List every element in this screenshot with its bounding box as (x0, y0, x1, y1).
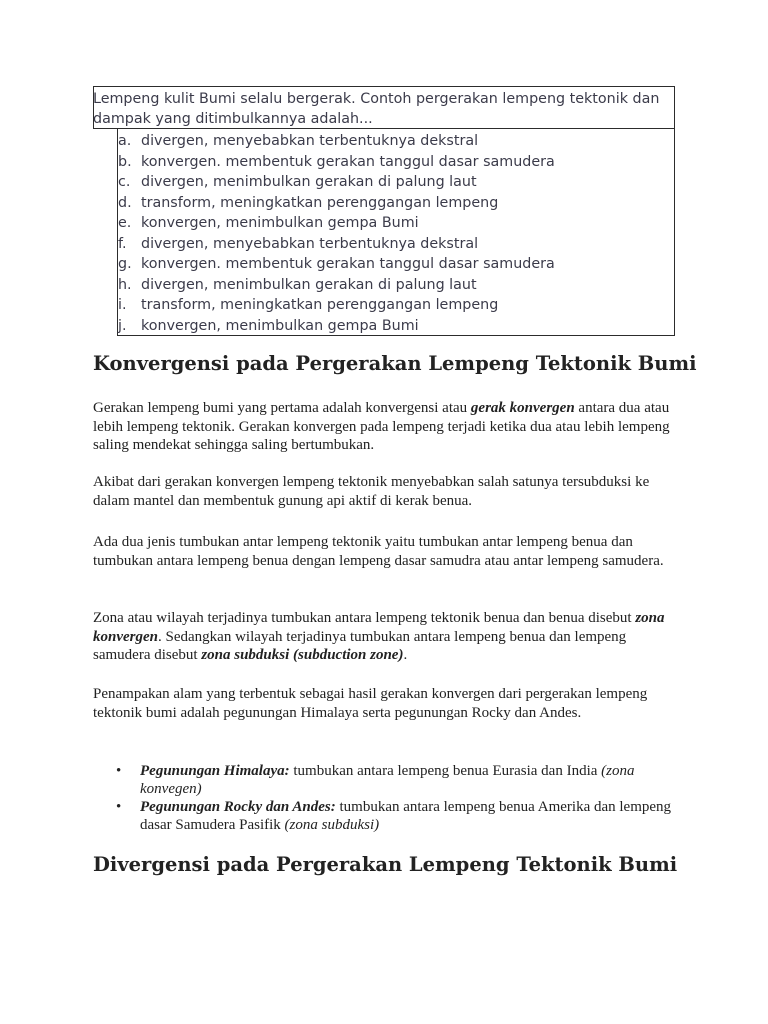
bullet-title: Pegunungan Rocky dan Andes: (140, 799, 336, 815)
option-letter: e. (118, 215, 132, 231)
section-heading-divergensi: Divergensi pada Pergerakan Lempeng Tektonik Bumi (93, 853, 678, 876)
paragraph-zona (93, 609, 683, 665)
emphasis-zona-subduksi: zona subduksi (subduction zone) (201, 647, 404, 663)
option-text: divergen, menyebabkan terbentuknya dekstral (141, 133, 479, 149)
paragraph-konvergensi-intro (93, 399, 683, 455)
question-text: Lempeng kulit Bumi selalu bergerak. Contoh pergerakan lempeng tektonik dan dampak yang ditimbulkannya adalah... (93, 91, 660, 127)
option-letter: c. (118, 174, 131, 190)
option-e (118, 213, 419, 233)
option-text: konvergen, menimbulkan gempa Bumi (141, 317, 419, 334)
option-g (118, 254, 555, 274)
paragraph-jenis-tumbukan: Ada dua jenis tumbukan antar lempeng tektonik yaitu tumbukan antar lempeng benua dan tumbukan antara lempeng benua dengan lempeng dasar samudra atau antar lempeng samudera. (93, 534, 664, 569)
option-a (118, 131, 478, 151)
option-i (118, 295, 498, 315)
text-run: Gerakan lempeng bumi yang pertama adalah konvergensi atau (93, 400, 471, 416)
option-letter: a. (118, 133, 132, 149)
bullet-text: tumbukan antara lempeng benua Amerika dan lempeng dasar Samudera Pasifik (140, 799, 672, 833)
bullet-note: (zona subduksi) (284, 817, 380, 833)
option-text: divergen, menimbulkan gerakan di palung laut (141, 276, 477, 293)
text-run: . (403, 647, 408, 663)
text-run: Zona atau wilayah terjadinya tumbukan antara lempeng tektonik benua dan benua disebut (93, 610, 636, 626)
option-text: konvergen. membentuk gerakan tanggul dasar samudera (141, 256, 555, 272)
bullet-text: tumbukan antara lempeng benua Eurasia dan India (289, 763, 602, 779)
bullet-icon: • (116, 763, 122, 779)
option-text: konvergen. membentuk gerakan tanggul dasar samudera (141, 153, 555, 170)
option-d (118, 193, 498, 213)
bullet-icon: • (116, 799, 122, 815)
option-c (118, 172, 477, 192)
option-letter: f. (118, 235, 127, 252)
bullet-himalaya (116, 762, 685, 798)
section-heading-konvergensi: Konvergensi pada Pergerakan Lempeng Tektonik Bumi (93, 352, 697, 375)
option-letter: d. (118, 194, 132, 211)
paragraph-akibat: Akibat dari gerakan konvergen lempeng tektonik menyebabkan salah satunya tersubduksi ke dalam mantel dan membentuk gunung api aktif di kerak benua. (93, 474, 650, 509)
option-j (118, 316, 419, 336)
option-letter: i. (118, 297, 127, 313)
bullet-title: Pegunungan Himalaya: (140, 763, 290, 779)
option-letter: g. (118, 256, 132, 272)
option-letter: b. (118, 153, 132, 170)
option-h (118, 275, 477, 295)
option-text: divergen, menimbulkan gerakan di palung laut (141, 174, 477, 190)
option-text: transform, meningkatkan perenggangan lempeng (141, 194, 499, 211)
option-letter: h. (118, 276, 132, 293)
text-run: . Sedangkan wilayah terjadinya tumbukan antara lempeng benua dan lempeng samudera disebut (93, 628, 627, 663)
paragraph-penampakan: Penampakan alam yang terbentuk sebagai hasil gerakan konvergen dari pergerakan lempeng tektonik bumi adalah pegunungan Himalaya serta pegunungan Rocky dan Andes. (93, 686, 648, 721)
emphasis-zona-konvergen: zona konvergen (93, 610, 665, 645)
emphasis-gerak-konvergen: gerak konvergen (470, 400, 575, 416)
option-text: divergen, menyebabkan terbentuknya dekstral (141, 235, 479, 252)
options-list (117, 129, 675, 336)
bullet-note: (zona konvegen) (140, 763, 635, 797)
question-box (93, 86, 675, 129)
option-letter: j. (118, 317, 127, 334)
option-text: transform, meningkatkan perenggangan lempeng (141, 297, 499, 313)
bullet-rocky-andes (116, 798, 685, 834)
text-run: antara dua atau lebih lempeng tektonik. Gerakan konvergen pada lempeng terjadi ketika dua atau lebih lempeng saling mendekat sehingga saling bertumbukan. (93, 400, 670, 453)
option-f (118, 234, 478, 254)
option-b (118, 152, 555, 172)
option-text: konvergen, menimbulkan gempa Bumi (141, 215, 419, 231)
